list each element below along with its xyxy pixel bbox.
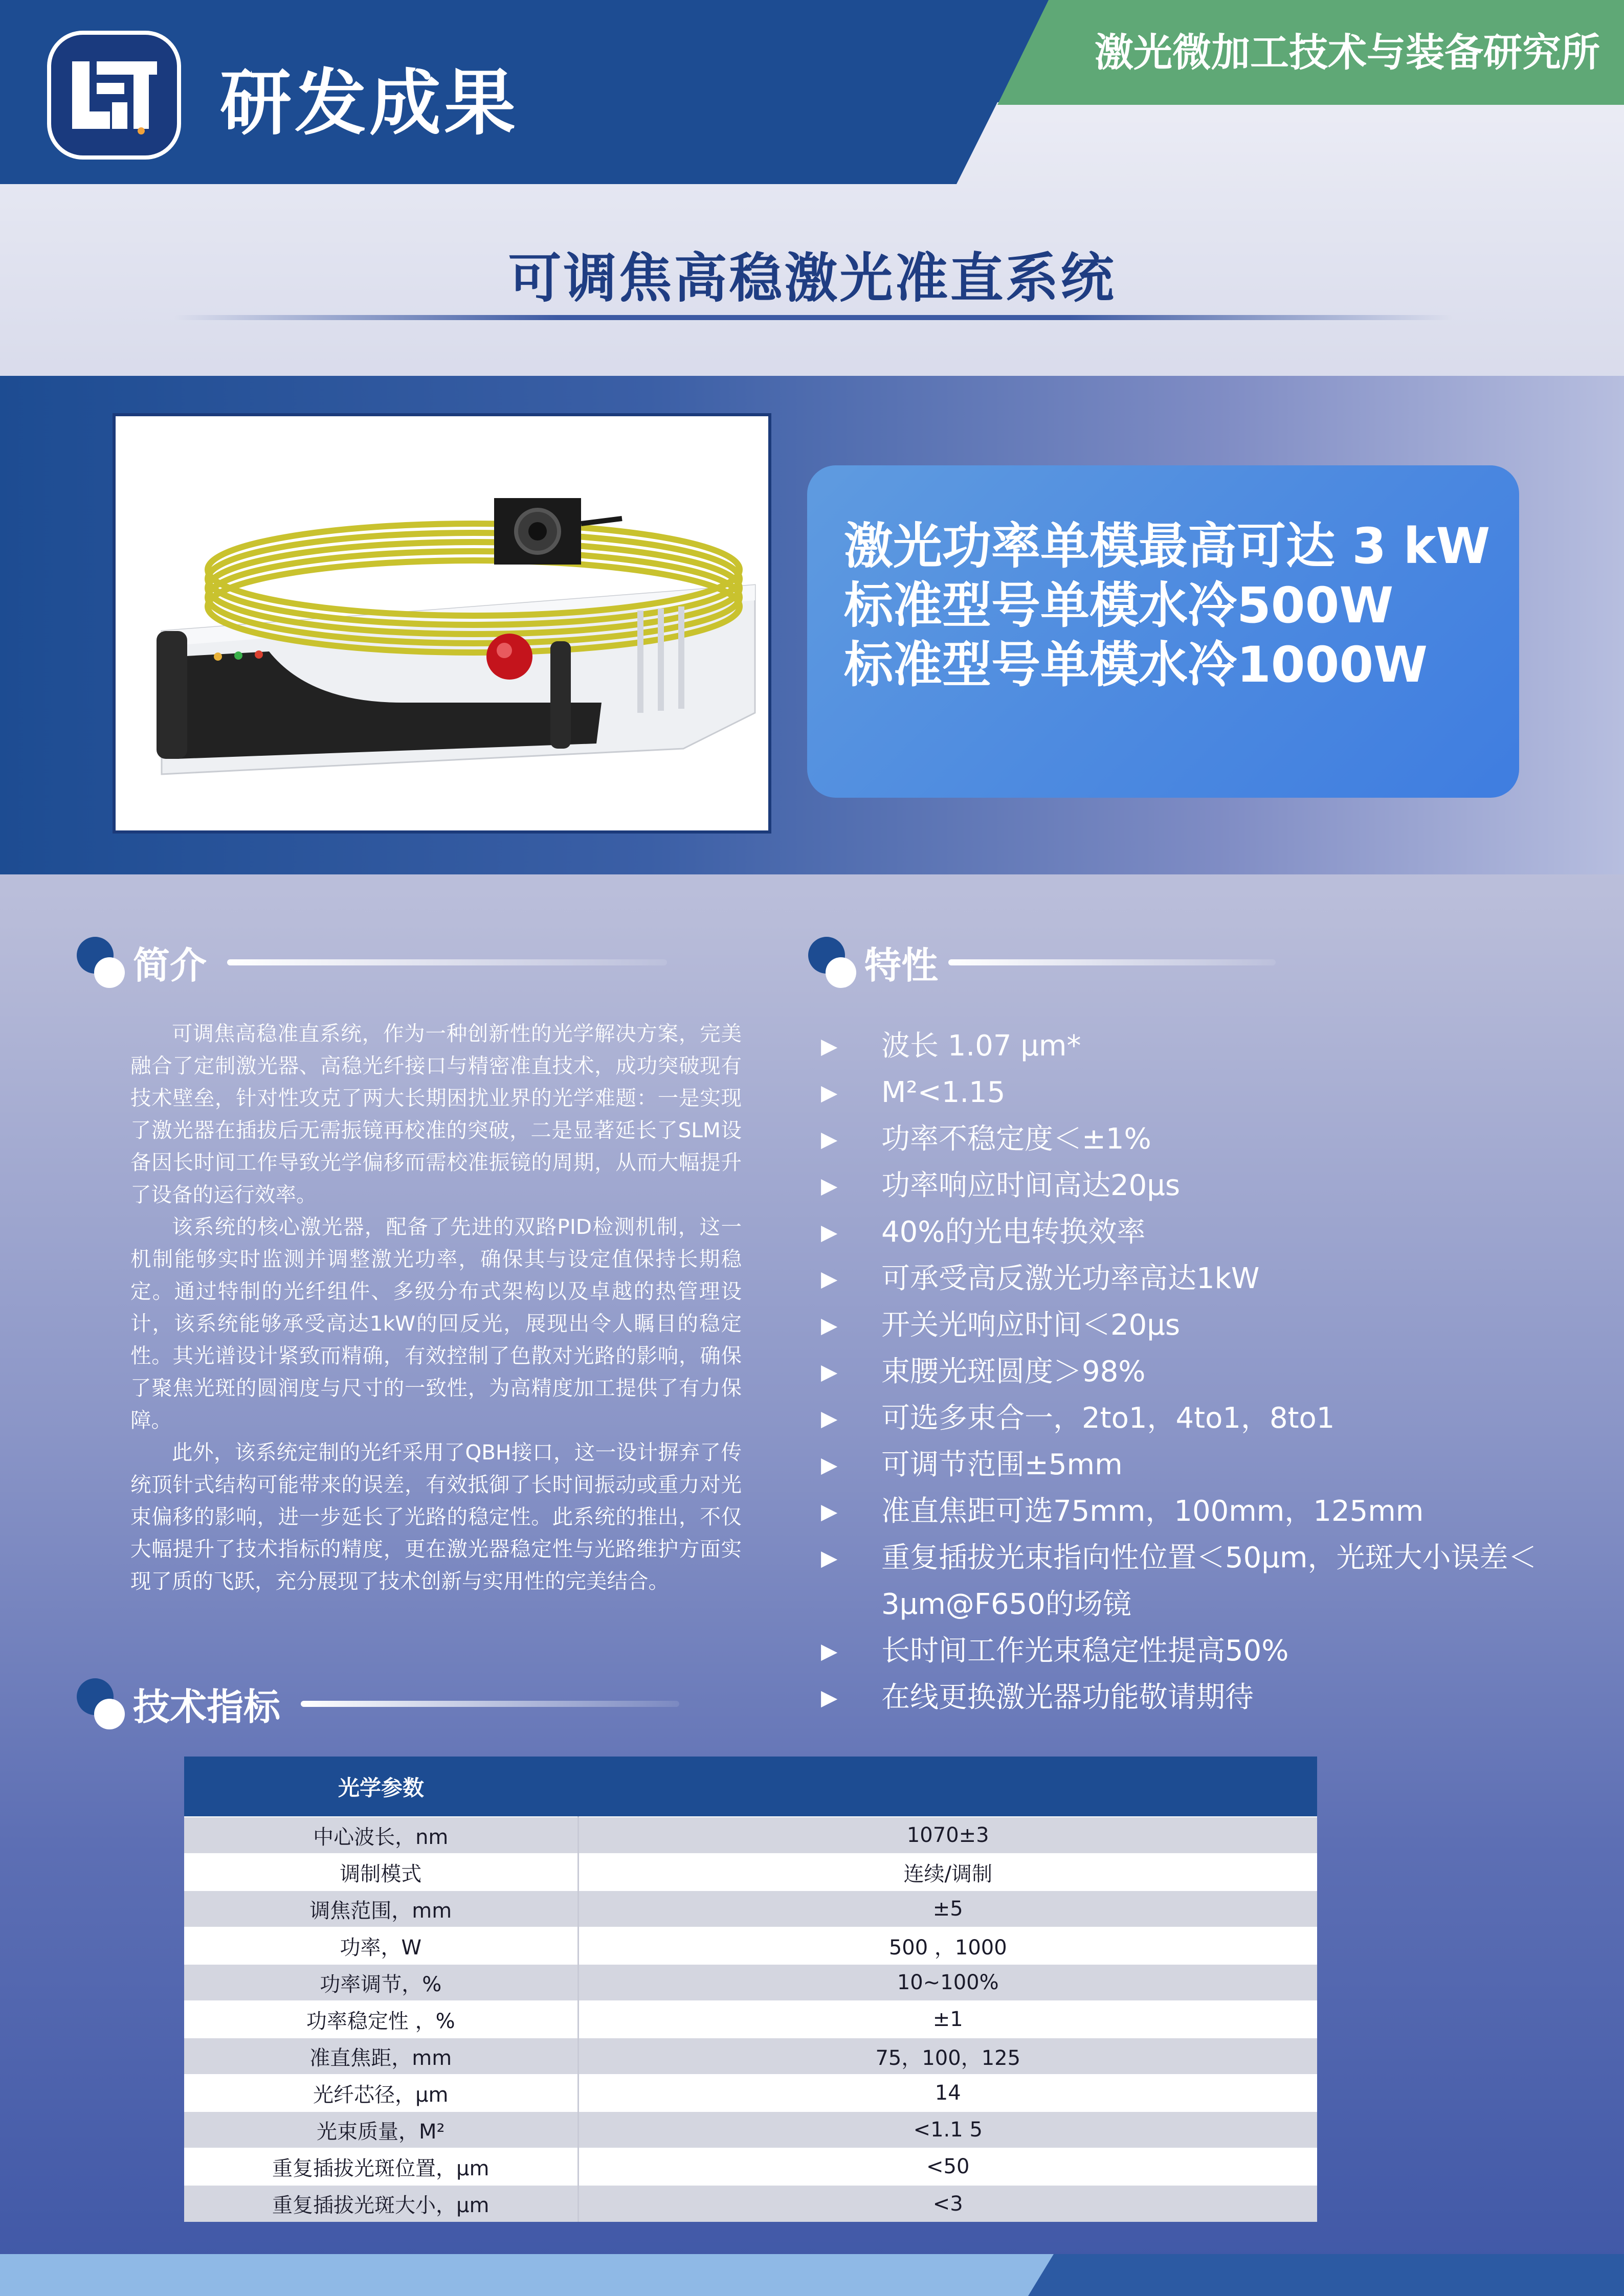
highlight-line: 标准型号单模水冷500W [844, 577, 1394, 634]
arrow-icon: ▶ [821, 1313, 838, 1338]
highlight-box [807, 465, 1519, 798]
spec-value: 10~100% [578, 1964, 1317, 2001]
arrow-icon: ▶ [821, 1685, 838, 1710]
table-row [184, 2075, 1317, 2111]
let-logo-icon [63, 49, 165, 141]
section-dot-icon [72, 1678, 123, 1729]
spec-table [184, 1757, 1317, 2222]
spec-key: 功率，W [184, 1927, 578, 1964]
table-header-value [578, 1757, 1317, 1817]
feature-item: ▶ 功率不稳定度＜±1% [821, 1116, 1578, 1162]
product-photo [113, 413, 771, 834]
spec-key: 调焦范围，mm [184, 1890, 578, 1927]
spec-value: 连续/调制 [578, 1854, 1317, 1890]
intro-text [130, 1018, 742, 1597]
table-row [184, 2185, 1317, 2222]
section-dot-icon [72, 937, 123, 988]
spec-key: 功率稳定性 ，% [184, 2001, 578, 2038]
spec-key: 重复插拔光斑位置，μm [184, 2148, 578, 2185]
feature-item: ▶ 准直焦距可选75mm，100mm，125mm [821, 1488, 1578, 1535]
arrow-icon: ▶ [821, 1127, 838, 1152]
laser-device-image [116, 416, 768, 830]
features-heading [803, 936, 1276, 989]
table-row [184, 2148, 1317, 2185]
section-divider [301, 1701, 679, 1707]
highlight-line: 标准型号单模水冷1000W [844, 636, 1428, 693]
feature-item: ▶ 可选多束合一，2to1，4to1，8to1 [821, 1395, 1578, 1442]
feature-list [821, 1023, 1578, 1721]
feature-item: ▶ 束腰光斑圆度＞98% [821, 1348, 1578, 1395]
spec-key: 功率调节，% [184, 1964, 578, 2001]
feature-item: ▶ M²<1.15 [821, 1069, 1578, 1116]
feature-item: ▶ 在线更换激光器功能敬请期待 [821, 1674, 1578, 1721]
spec-key: 光纤芯径，μm [184, 2075, 578, 2111]
table-row [184, 1964, 1317, 2001]
feature-item: ▶ 波长 1.07 μm* [821, 1023, 1578, 1069]
header-title: 研发成果 [220, 62, 519, 145]
specs-heading [72, 1677, 679, 1730]
feature-item: ▶ 功率响应时间高达20μs [821, 1162, 1578, 1209]
feature-item: ▶ 可调节范围±5mm [821, 1442, 1578, 1488]
intro-paragraph: 此外，该系统定制的光纤采用了QBH接口，这一设计摒弃了传统顶针式结构可能带来的误差，有效抵御了长时间振动或重力对光束偏移的影响，进一步延长了光路的稳定性。此系统的推出，不仅大幅提升了技术指标的精度，更在激光器稳定性与光路维护方面实现了质的飞跃，充分展现了技术创新与实用性的完美结合。 [130, 1440, 742, 1593]
table-row [184, 1817, 1317, 1854]
arrow-icon: ▶ [821, 1452, 838, 1477]
spec-value: 14 [578, 2075, 1317, 2111]
arrow-icon: ▶ [821, 1359, 838, 1384]
table-header-label: 光学参数 [184, 1757, 578, 1817]
product-title: 可调焦高稳激光准直系统 [508, 247, 1116, 309]
table-row [184, 1927, 1317, 1964]
arrow-icon: ▶ [821, 1638, 838, 1663]
spec-value: 1070±3 [578, 1817, 1317, 1854]
feature-item: ▶ 开关光响应时间＜20μs [821, 1302, 1578, 1348]
features-heading-text: 特性 [864, 944, 939, 987]
spec-key: 准直焦距，mm [184, 2038, 578, 2075]
spec-value: <50 [578, 2148, 1317, 2185]
table-row [184, 2038, 1317, 2075]
spec-key: 调制模式 [184, 1854, 578, 1890]
arrow-icon: ▶ [821, 1220, 838, 1245]
arrow-icon: ▶ [821, 1406, 838, 1431]
table-row [184, 1854, 1317, 1890]
arrow-icon: ▶ [821, 1173, 838, 1198]
spec-key: 重复插拔光斑大小，μm [184, 2185, 578, 2222]
table-row [184, 2001, 1317, 2038]
institute-name: 激光微加工技术与装备研究所 [1095, 30, 1600, 75]
feature-item: ▶ 40%的光电转换效率 [821, 1209, 1578, 1255]
arrow-icon: ▶ [821, 1080, 838, 1105]
spec-value: ±1 [578, 2001, 1317, 2038]
intro-paragraph: 可调焦高稳准直系统，作为一种创新性的光学解决方案，完美融合了定制激光器、高稳光纤接口与精密准直技术，成功突破现有技术壁垒，针对性攻克了两大长期困扰业界的光学难题：一是实现了激光器在插拔后无需振镜再校准的突破，二是显著延长了SLM设备因长时间工作导致光学偏移而需校准振镜的周期，从而大幅提升了设备的运行效率。 [130, 1021, 742, 1207]
intro-heading-text: 简介 [133, 944, 207, 987]
spec-value: ±5 [578, 1890, 1317, 1927]
intro-heading [72, 936, 667, 989]
footer-band [0, 2254, 1624, 2296]
spec-value: 75，100，125 [578, 2038, 1317, 2075]
spec-key: 中心波长，nm [184, 1817, 578, 1854]
table-row [184, 2111, 1317, 2148]
section-dot-icon [803, 937, 854, 988]
highlight-line: 激光功率单模最高可达 3 kW [844, 517, 1490, 575]
section-divider [948, 959, 1276, 965]
title-divider [174, 315, 1453, 320]
table-row [184, 1890, 1317, 1927]
arrow-icon: ▶ [821, 1499, 838, 1524]
intro-paragraph: 该系统的核心激光器，配备了先进的双路PID检测机制，这一机制能够实时监测并调整激光功率，确保其与设定值保持长期稳定。通过特制的光纤组件、多级分布式架构以及卓越的热管理设计，该系统能够承受高达1kW的回反光，展现出令人瞩目的稳定性。其光谱设计紧致而精确，有效控制了色散对光路的影响，确保了聚焦光斑的圆润度与尺寸的一致性，为高精度加工提供了有力保障。 [130, 1214, 742, 1432]
feature-item: ▶ 可承受高反激光功率高达1kW [821, 1255, 1578, 1302]
section-divider [227, 959, 667, 965]
feature-item: ▶ 长时间工作光束稳定性提高50% [821, 1628, 1578, 1674]
spec-key: 光束质量，M² [184, 2111, 578, 2148]
arrow-icon: ▶ [821, 1266, 838, 1291]
logo [47, 31, 181, 160]
arrow-icon: ▶ [821, 1545, 838, 1570]
spec-value: <1.1 5 [578, 2111, 1317, 2148]
arrow-icon: ▶ [821, 1033, 838, 1059]
table-header-row [184, 1757, 1317, 1817]
spec-value: <3 [578, 2185, 1317, 2222]
specs-heading-text: 技术指标 [133, 1685, 281, 1728]
feature-item: ▶ 重复插拔光束指向性位置＜50μm，光斑大小误差＜3μm@F650的场镜 [821, 1535, 1578, 1628]
spec-value: 500 ，1000 [578, 1927, 1317, 1964]
